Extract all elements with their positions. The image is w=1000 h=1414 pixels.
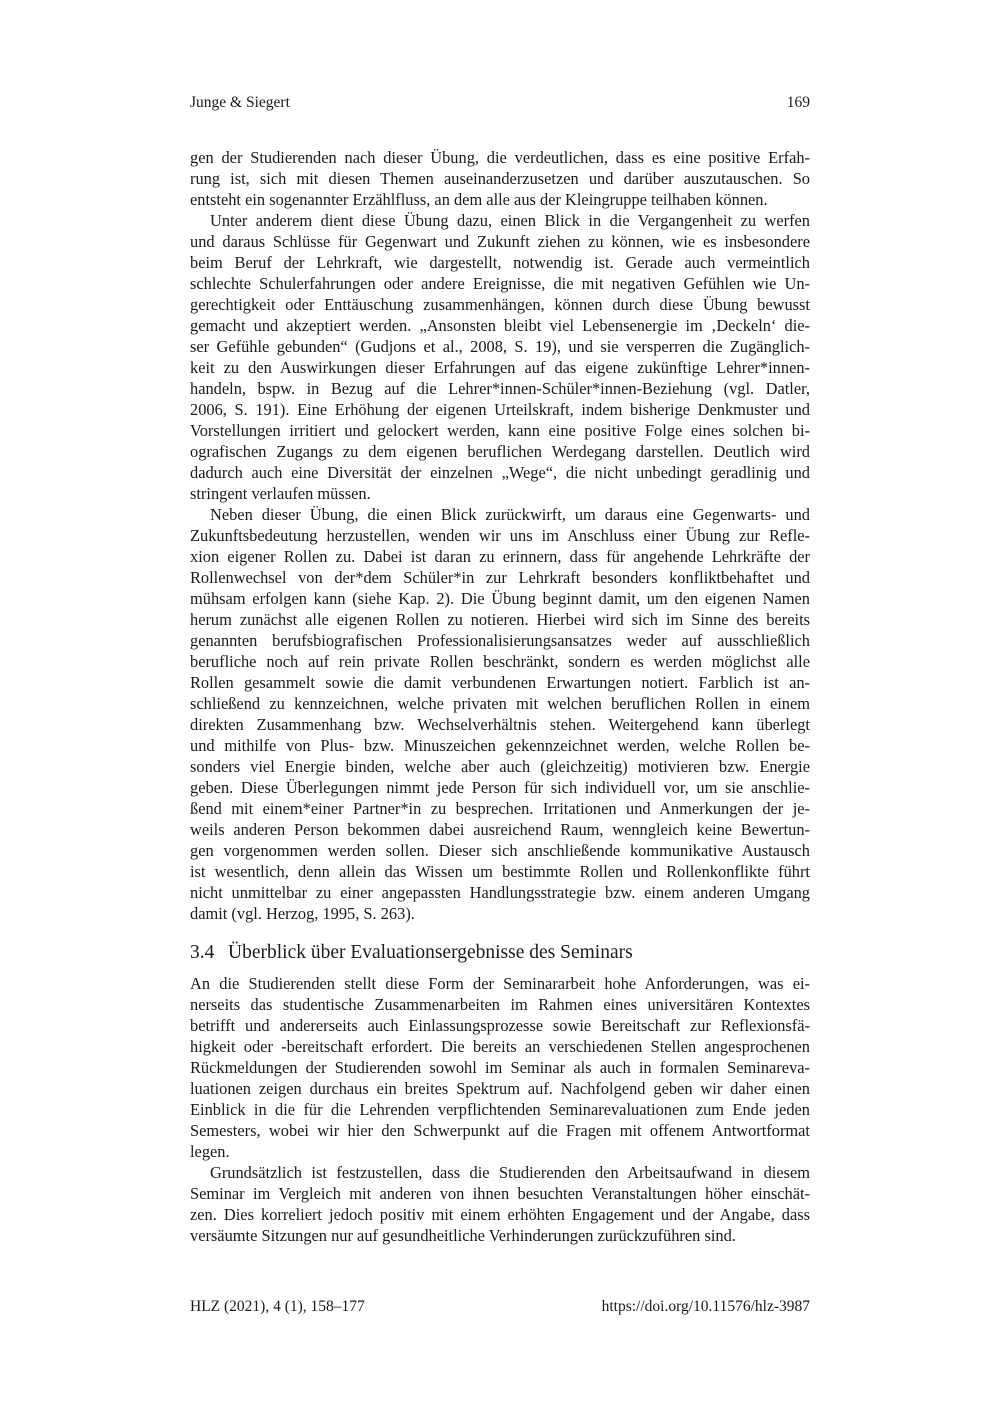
text-line: Zukunftsbedeutung herzustellen, wenden wir uns im Anschluss einer Übung zur Refle- [190,526,810,545]
page-number: 169 [786,94,810,111]
text-line: und mithilfe von Plus- bzw. Minuszeichen gekennzeichnet werden, welche Rollen be- [190,736,810,755]
text-line: Unter anderem dient diese Übung dazu, einen Blick in die Vergangenheit zu werfen [210,211,810,230]
text-line: beim Beruf der Lehrkraft, wie dargestellt, notwendig ist. Gerade auch vermeintlich [190,253,810,272]
text-line: Grundsätzlich ist festzustellen, dass die Studierenden den Arbeitsaufwand in diesem [210,1163,810,1182]
text-line: damit (vgl. Herzog, 1995, S. 263). [190,904,415,923]
text-line: weils anderen Person bekommen dabei ausreichend Raum, wenngleich keine Bewertun- [190,820,810,839]
text-line: Einblick in die für die Lehrenden verpflichtenden Seminarevaluationen zum Ende jeden [190,1100,810,1119]
text-line: rung ist, sich mit diesen Themen auseinanderzusetzen und darüber auszutauschen. So [190,169,810,188]
text-line: schlechte Schulerfahrungen oder andere Ereignisse, die mit negativen Gefühlen wie Un- [190,274,810,293]
text-line: gen der Studierenden nach dieser Übung, die verdeutlichen, dass es eine positive Erfah- [190,148,810,167]
text-line: ist wesentlich, denn allein das Wissen um bestimmte Rollen und Rollenkonflikte führt [190,862,810,881]
text-line: Semesters, wobei wir hier den Schwerpunkt auf die Fragen mit offenem Antwortformat [190,1121,810,1140]
text-line: direkten Zusammenhang bzw. Wechselverhältnis stehen. Weitergehend kann überlegt [190,715,810,734]
section-number: 3.4 [190,942,215,963]
text-line: gemacht und akzeptiert werden. „Ansonsten bleibt viel Lebensenergie im ‚Deckeln‘ die- [190,316,810,335]
text-line: dadurch auch eine Diversität der einzelnen „Wege“, die nicht unbedingt geradlinig und [190,463,810,482]
text-line: nerseits das studentische Zusammenarbeiten im Rahmen eines universitären Kontextes [190,995,810,1014]
text-line: ografischen Zugangs zu dem eigenen beruflichen Werdegang darstellen. Deutlich wird [190,442,810,461]
text-line: zen. Dies korreliert jedoch positiv mit einem erhöhten Engagement und der Angabe, dass [190,1205,810,1224]
section-heading [190,940,810,966]
doi-link[interactable]: https://doi.org/10.11576/hlz-3987 [601,1298,810,1315]
running-head-authors: Junge & Siegert [190,94,290,111]
text-line: stringent verlaufen müssen. [190,484,371,503]
text-line: keit zu den Auswirkungen dieser Erfahrungen auf das eigene zukünftige Lehrer*innen- [190,358,810,377]
text-line: handeln, bspw. in Bezug auf die Lehrer*innen-Schüler*innen-Beziehung (vgl. Datler, [190,379,810,398]
paragraph-evaluation-intro [190,973,810,1162]
text-line: entsteht ein sogenannter Erzählfluss, an dem alle aus der Kleingruppe teilhaben können. [190,190,768,209]
running-head [190,94,810,114]
text-line: geben. Diese Überlegungen nimmt jede Person für sich individuell vor, um sie anschlie- [190,778,810,797]
text-line: legen. [190,1142,230,1161]
text-line: xion eigener Rollen zu. Dabei ist daran zu erinnern, dass für angehende Lehrkräfte der [190,547,810,566]
paragraph-workload [190,1162,810,1246]
text-line: nicht unmittelbar zu einer angepassten Handlungsstrategie bzw. einem anderen Umgang [190,883,810,902]
text-line: und daraus Schlüsse für Gegenwart und Zukunft ziehen zu können, wie es insbesondere [190,232,810,251]
text-line: Neben dieser Übung, die einen Blick zurückwirft, um daraus eine Gegenwarts- und [210,505,810,524]
text-line: versäumte Sitzungen nur auf gesundheitliche Verhinderungen zurückzuführen sind. [190,1226,736,1245]
text-line: schließend zu kennzeichnen, welche privaten mit welchen beruflichen Rollen in einem [190,694,810,713]
text-line: An die Studierenden stellt diese Form der Seminararbeit hohe Anforderungen, was ei- [190,974,810,993]
text-line: luationen zeigen durchaus ein breites Spektrum auf. Nachfolgend geben wir daher einen [190,1079,810,1098]
section-title: Überblick über Evaluationsergebnisse des Seminars [228,942,633,963]
text-line: ser Gefühle gebunden“ (Gudjons et al., 2008, S. 19), und sie versperren die Zugänglich- [190,337,810,356]
page-footer [190,1298,810,1318]
paragraph-continuation [190,147,810,210]
text-line: Seminar im Vergleich mit anderen von ihnen besuchten Veranstaltungen höher einschät- [190,1184,810,1203]
journal-citation: HLZ (2021), 4 (1), 158–177 [190,1298,365,1315]
text-line: berufliche noch auf rein private Rollen beschränkt, sondern es werden möglichst alle [190,652,810,671]
paragraph-past-reflection [190,210,810,504]
text-line: Rollen gesammelt sowie die damit verbundenen Erwartungen notiert. Farblich ist an- [190,673,810,692]
text-line: ßend mit einem*einer Partner*in zu besprechen. Irritationen und Anmerkungen der je- [190,799,810,818]
text-line: herum zunächst alle eigenen Rollen zu notieren. Hierbei wird sich im Sinne des bereits [190,610,810,629]
text-line: gen vorgenommen werden sollen. Dieser sich anschließende kommunikative Austausch [190,841,810,860]
text-line: betrifft und andererseits auch Einlassungsprozesse sowie Bereitschaft zur Reflexionsfä- [190,1016,810,1035]
text-line: genannten berufsbiografischen Professionalisierungsansatzes weder auf ausschließlich [190,631,810,650]
paragraph-role-reflection [190,504,810,924]
text-line: Rollenwechsel von der*dem Schüler*in zur Lehrkraft besonders konfliktbehaftet und [190,568,810,587]
text-line: mühsam erfolgen kann (siehe Kap. 2). Die Übung beginnt damit, um den eigenen Namen [190,589,810,608]
text-line: higkeit oder -bereitschaft erfordert. Die bereits an verschiedenen Stellen angesprochenen [190,1037,810,1056]
text-line: Rückmeldungen der Studierenden sowohl im Seminar als auch in formalen Seminareva- [190,1058,810,1077]
text-line: Vorstellungen irritiert und gelockert werden, kann eine positive Folge eines solchen bi- [190,421,810,440]
text-line: sonders viel Energie binden, welche aber auch (gleichzeitig) motivieren bzw. Energie [190,757,810,776]
text-line: 2006, S. 191). Eine Erhöhung der eigenen Urteilskraft, indem bisherige Denkmuster und [190,400,810,419]
text-line: gerechtigkeit oder Enttäuschung zusammenhängen, können durch diese Übung bewusst [190,295,810,314]
